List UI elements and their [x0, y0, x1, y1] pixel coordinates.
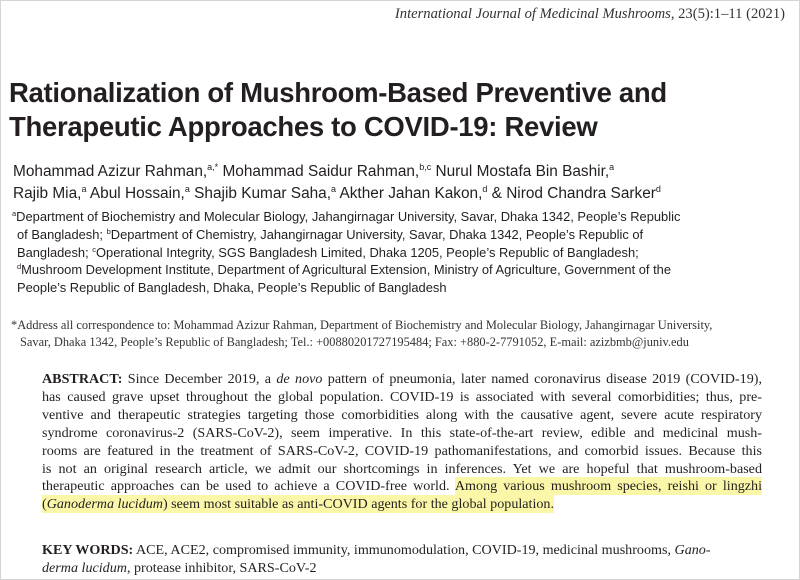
journal-volume-pages-year: , 23(5):1–11 (2021) — [670, 6, 785, 22]
keywords-text: ACE, ACE2, compromised immunity, immunomodulation, COVID-19, medicinal mushrooms, — [133, 542, 675, 558]
keywords-label: KEY WORDS: — [42, 542, 134, 558]
affiliation-line — [12, 208, 797, 226]
abstract — [42, 371, 762, 514]
author-affiliation-mark: a — [81, 184, 87, 194]
author-affiliation-mark: a — [331, 184, 337, 194]
keywords-italic: Gano- — [674, 542, 711, 558]
keywords-italic: derma lucidum — [42, 560, 127, 576]
correspondence-note — [11, 317, 796, 351]
affiliation-line — [12, 244, 797, 262]
author-name: Shajib Kumar Saha, — [189, 185, 332, 202]
correspondence-line-1: *Address all correspondence to: Mohammad Azizur Rahman, Department of Biochemistry and Molecular Biology, Jahangirnagar University, — [11, 318, 713, 332]
author-name: Akther Jahan Kakon, — [336, 185, 483, 202]
author-affiliation-mark: a — [184, 184, 190, 194]
affiliation-d-text: Mushroom Development Institute, Department of Agricultural Extension, Ministry of Agriculture, Government of the — [21, 262, 672, 278]
abstract-line: rooms are featured in the treatment of SARS-CoV-2, COVID-19 pathomanifestations, and comorbid issues. Because this — [42, 442, 762, 459]
highlighted-text: Among various mushroom species, reishi or lingzhi — [454, 478, 763, 495]
affiliation-a-text: of Bangladesh; — [17, 226, 107, 242]
abstract-line: ventive and therapeutic strategies targeting those comorbidities along with the causative agent, severe acute respiratory — [42, 406, 762, 423]
affiliation-line — [12, 279, 797, 297]
author-affiliation-mark: a — [609, 162, 615, 172]
author-line-1 — [13, 161, 793, 183]
species-name: Ganoderma lucidum — [46, 496, 163, 513]
keywords — [42, 541, 762, 577]
abstract-label: ABSTRACT: — [42, 371, 123, 387]
author-name: Nurul Mostafa Bin Bashir, — [431, 163, 610, 180]
abstract-line — [42, 371, 762, 389]
abstract-text: ( — [42, 496, 47, 513]
journal-citation — [395, 6, 785, 23]
abstract-line — [42, 496, 762, 514]
highlighted-text — [42, 495, 554, 513]
title-line-2: Therapeutic Approaches to COVID-19: Review — [9, 111, 598, 142]
affiliation-a-text: Department of Biochemistry and Molecular Biology, Jahangirnagar University, Savar, Dhaka 1342, People’s Republic — [16, 209, 681, 224]
affiliation-mark: b — [106, 226, 111, 236]
affiliation-b-text: Bangladesh; — [17, 244, 93, 260]
author-affiliation-mark: d — [482, 184, 488, 194]
abstract-text: pattern of pneumonia, later named coronavirus disease 2019 (COVID-19), — [322, 371, 762, 387]
keywords-text: , protease inhibitor, SARS-CoV-2 — [126, 560, 317, 576]
article-title — [9, 76, 789, 144]
affiliation-mark: a — [12, 209, 17, 218]
author-affiliation-mark: d — [655, 184, 661, 194]
author-name: & Nirod Chandra Sarker — [487, 185, 656, 202]
affiliation-line — [12, 226, 797, 244]
correspondence-line-2: Savar, Dhaka 1342, People’s Republic of Bangladesh; Tel.: +00880201727195484; Fax: +880-2-7791052, E-mail: azizbmb@juniv.edu — [20, 335, 689, 349]
title-line-1: Rationalization of Mushroom-Based Preventive and — [9, 77, 667, 108]
abstract-text: Since December 2019, a — [122, 371, 277, 387]
affiliation-line — [12, 261, 797, 279]
abstract-text: ) seem most suitable as anti-COVID agents for the global population. — [162, 496, 554, 513]
affiliation-mark: c — [92, 244, 97, 254]
abstract-line: has caused grave upset throughout the global population. COVID-19 is associated with several comorbidities; thus, pre- — [42, 388, 762, 405]
keywords-line — [42, 541, 762, 559]
author-line-2 — [13, 183, 793, 205]
abstract-text: therapeutic approaches can be used to achieve a COVID-free world. — [42, 478, 455, 495]
affiliation-b-text: Department of Chemistry, Jahangirnagar University, Savar, Dhaka 1342, People’s Republic of — [110, 226, 644, 242]
journal-name: International Journal of Medicinal Mushrooms — [394, 6, 671, 22]
affiliation-mark: d — [17, 262, 22, 272]
author-name: Abul Hossain, — [86, 185, 185, 202]
affiliation-c-text: Operational Integrity, SGS Bangladesh Limited, Dhaka 1205, People’s Republic of Bangladesh; — [96, 244, 639, 260]
author-affiliation-mark: a,* — [207, 162, 219, 172]
abstract-line: syndrome coronavirus-2 (SARS-CoV-2), seem imperative. In this state-of-the-art review, edible and medicinal mush- — [42, 424, 762, 441]
author-list — [13, 161, 793, 205]
author-name: Rajib Mia, — [13, 185, 82, 202]
affiliation-d-text: People’s Republic of Bangladesh, Dhaka, People’s Republic of Bangladesh — [17, 280, 447, 296]
abstract-line — [42, 478, 762, 496]
abstract-line: is not an original research article, we admit our shortcomings in inferences. Yet we are hopeful that mushroom-based — [42, 460, 762, 477]
affiliations — [12, 208, 797, 297]
author-affiliation-mark: b,c — [419, 162, 432, 172]
author-name: Mohammad Saidur Rahman, — [218, 163, 420, 180]
author-name: Mohammad Azizur Rahman, — [13, 163, 208, 180]
keywords-line — [42, 559, 762, 577]
abstract-italic-term: de novo — [276, 371, 323, 387]
